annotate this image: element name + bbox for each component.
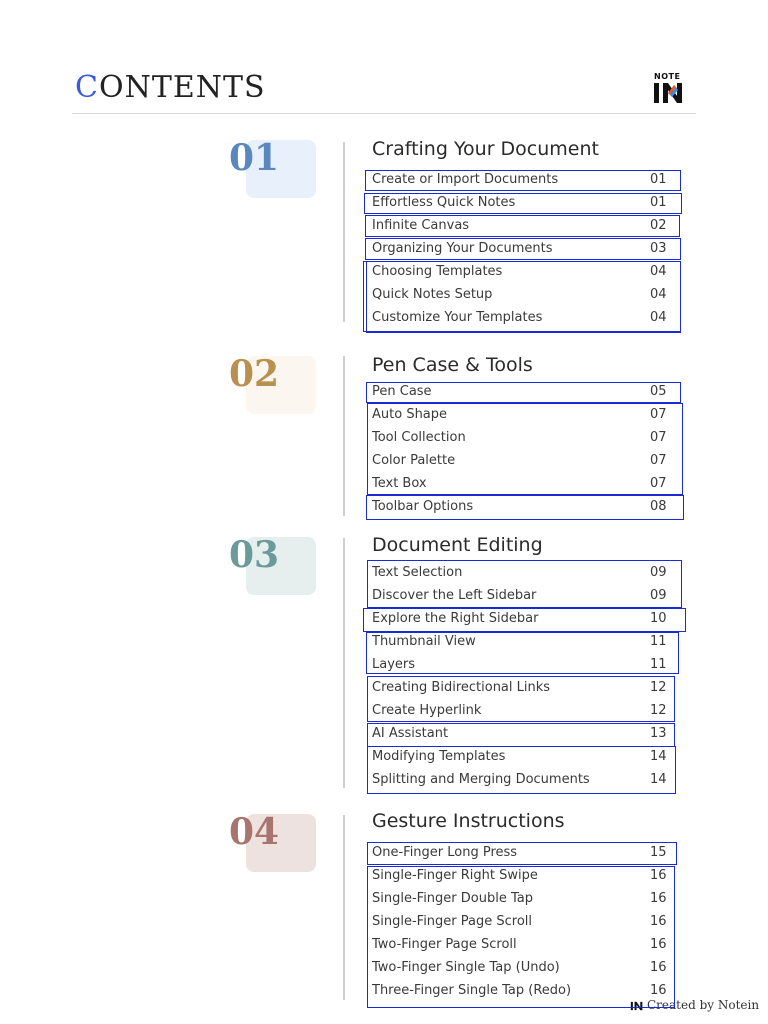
toc-entry-page: 07 bbox=[650, 453, 667, 468]
toc-entry-label: Text Selection bbox=[372, 565, 463, 580]
toc-entry-page: 07 bbox=[650, 407, 667, 422]
toc-entry-label: Create or Import Documents bbox=[372, 172, 559, 187]
toc-entry-page: 16 bbox=[650, 937, 667, 952]
toc-entry-label: Organizing Your Documents bbox=[372, 241, 553, 256]
toc-entry-page: 11 bbox=[650, 634, 667, 649]
section-title: Crafting Your Document bbox=[372, 138, 599, 160]
selection-outline bbox=[365, 215, 680, 237]
toc-entry-label: Pen Case bbox=[372, 384, 432, 399]
toc-entry-label: One-Finger Long Press bbox=[372, 845, 518, 860]
toc-entry-label: Two-Finger Single Tap (Undo) bbox=[372, 960, 560, 975]
selection-outline bbox=[366, 632, 679, 674]
toc-entry-label: Quick Notes Setup bbox=[372, 287, 493, 302]
toc-entry-page: 11 bbox=[650, 657, 667, 672]
toc-entry-page: 13 bbox=[650, 726, 667, 741]
toc-entry-page: 01 bbox=[650, 172, 667, 187]
selection-outline bbox=[366, 495, 684, 520]
selection-outline bbox=[367, 676, 675, 722]
toc-entry-label: Single-Finger Right Swipe bbox=[372, 868, 538, 883]
toc-entry-label: Tool Collection bbox=[372, 430, 466, 445]
toc-entry-label: Single-Finger Double Tap bbox=[372, 891, 533, 906]
title-rest: ONTENTS bbox=[98, 70, 266, 105]
toc-entry-page: 12 bbox=[650, 680, 667, 695]
toc-entry-label: Single-Finger Page Scroll bbox=[372, 914, 533, 929]
selection-outline bbox=[365, 170, 681, 191]
toc-entry-label: Toolbar Options bbox=[372, 499, 474, 514]
toc-entry-label: Thumbnail View bbox=[372, 634, 476, 649]
section-divider bbox=[343, 538, 345, 788]
selection-outline bbox=[367, 866, 675, 1008]
toc-entry-page: 01 bbox=[650, 195, 667, 210]
toc-entry-label: Effortless Quick Notes bbox=[372, 195, 516, 210]
logo-text: NOTE bbox=[654, 72, 681, 81]
selection-outline bbox=[363, 608, 686, 632]
notein-logo bbox=[652, 72, 688, 106]
toc-entry-label: Creating Bidirectional Links bbox=[372, 680, 551, 695]
section-number: 03 bbox=[229, 534, 280, 576]
toc-entry-label: Two-Finger Page Scroll bbox=[372, 937, 517, 952]
section-divider bbox=[343, 142, 345, 322]
page-title bbox=[75, 70, 266, 105]
toc-entry-page: 04 bbox=[650, 264, 667, 279]
selection-outline bbox=[367, 842, 677, 865]
logo-mark-icon bbox=[652, 81, 686, 105]
toc-entry-page: 09 bbox=[650, 565, 667, 580]
toc-entry-label: Modifying Templates bbox=[372, 749, 506, 764]
toc-entry-page: 15 bbox=[650, 845, 667, 860]
toc-entry-page: 08 bbox=[650, 499, 667, 514]
toc-entry-label: Create Hyperlink bbox=[372, 703, 482, 718]
section-divider bbox=[343, 815, 345, 1000]
section-divider bbox=[343, 356, 345, 516]
toc-entry-label: Discover the Left Sidebar bbox=[372, 588, 537, 603]
toc-entry-page: 03 bbox=[650, 241, 667, 256]
toc-entry-page: 14 bbox=[650, 772, 667, 787]
toc-entry-page: 16 bbox=[650, 891, 667, 906]
toc-entry-label: Choosing Templates bbox=[372, 264, 503, 279]
toc-entry-page: 12 bbox=[650, 703, 667, 718]
toc-entry-page: 05 bbox=[650, 384, 667, 399]
selection-outline bbox=[365, 238, 681, 260]
selection-outline bbox=[367, 746, 676, 794]
toc-entry-page: 16 bbox=[650, 960, 667, 975]
selection-outline bbox=[367, 403, 683, 495]
toc-entry-page: 14 bbox=[650, 749, 667, 764]
section-title: Pen Case & Tools bbox=[372, 354, 533, 376]
selection-outline bbox=[363, 261, 681, 332]
section-title: Document Editing bbox=[372, 534, 543, 556]
toc-entry-page: 09 bbox=[650, 588, 667, 603]
toc-entry-page: 16 bbox=[650, 914, 667, 929]
toc-entry-label: Customize Your Templates bbox=[372, 310, 543, 325]
toc-entry-label: Auto Shape bbox=[372, 407, 448, 422]
toc-entry-label: Splitting and Merging Documents bbox=[372, 772, 590, 787]
selection-outline bbox=[364, 193, 682, 214]
toc-entry-page: 16 bbox=[650, 983, 667, 998]
toc-entry-page: 16 bbox=[650, 868, 667, 883]
toc-entry-label: Text Box bbox=[372, 476, 427, 491]
toc-entry-page: 04 bbox=[650, 287, 667, 302]
footer-text: Created by Notein bbox=[647, 998, 760, 1012]
toc-entry-page: 04 bbox=[650, 310, 667, 325]
toc-entry-page: 07 bbox=[650, 430, 667, 445]
toc-entry-page: 02 bbox=[650, 218, 667, 233]
section-title: Gesture Instructions bbox=[372, 810, 565, 832]
toc-entry-label: Three-Finger Single Tap (Redo) bbox=[372, 983, 572, 998]
toc-entry-page: 10 bbox=[650, 611, 667, 626]
section-number: 04 bbox=[229, 811, 280, 853]
selection-outline bbox=[366, 382, 681, 403]
header-divider bbox=[72, 113, 696, 114]
toc-entry-page: 07 bbox=[650, 476, 667, 491]
selection-outline bbox=[367, 560, 682, 608]
selection-outline bbox=[367, 723, 675, 747]
toc-entry-label: Color Palette bbox=[372, 453, 456, 468]
title-first-letter: C bbox=[75, 70, 99, 105]
toc-entry-label: AI Assistant bbox=[372, 726, 449, 741]
toc-entry-label: Layers bbox=[372, 657, 416, 672]
toc-entry-label: Explore the Right Sidebar bbox=[372, 611, 539, 626]
section-number: 01 bbox=[229, 137, 280, 179]
toc-entry-label: Infinite Canvas bbox=[372, 218, 470, 233]
section-number: 02 bbox=[229, 353, 280, 395]
